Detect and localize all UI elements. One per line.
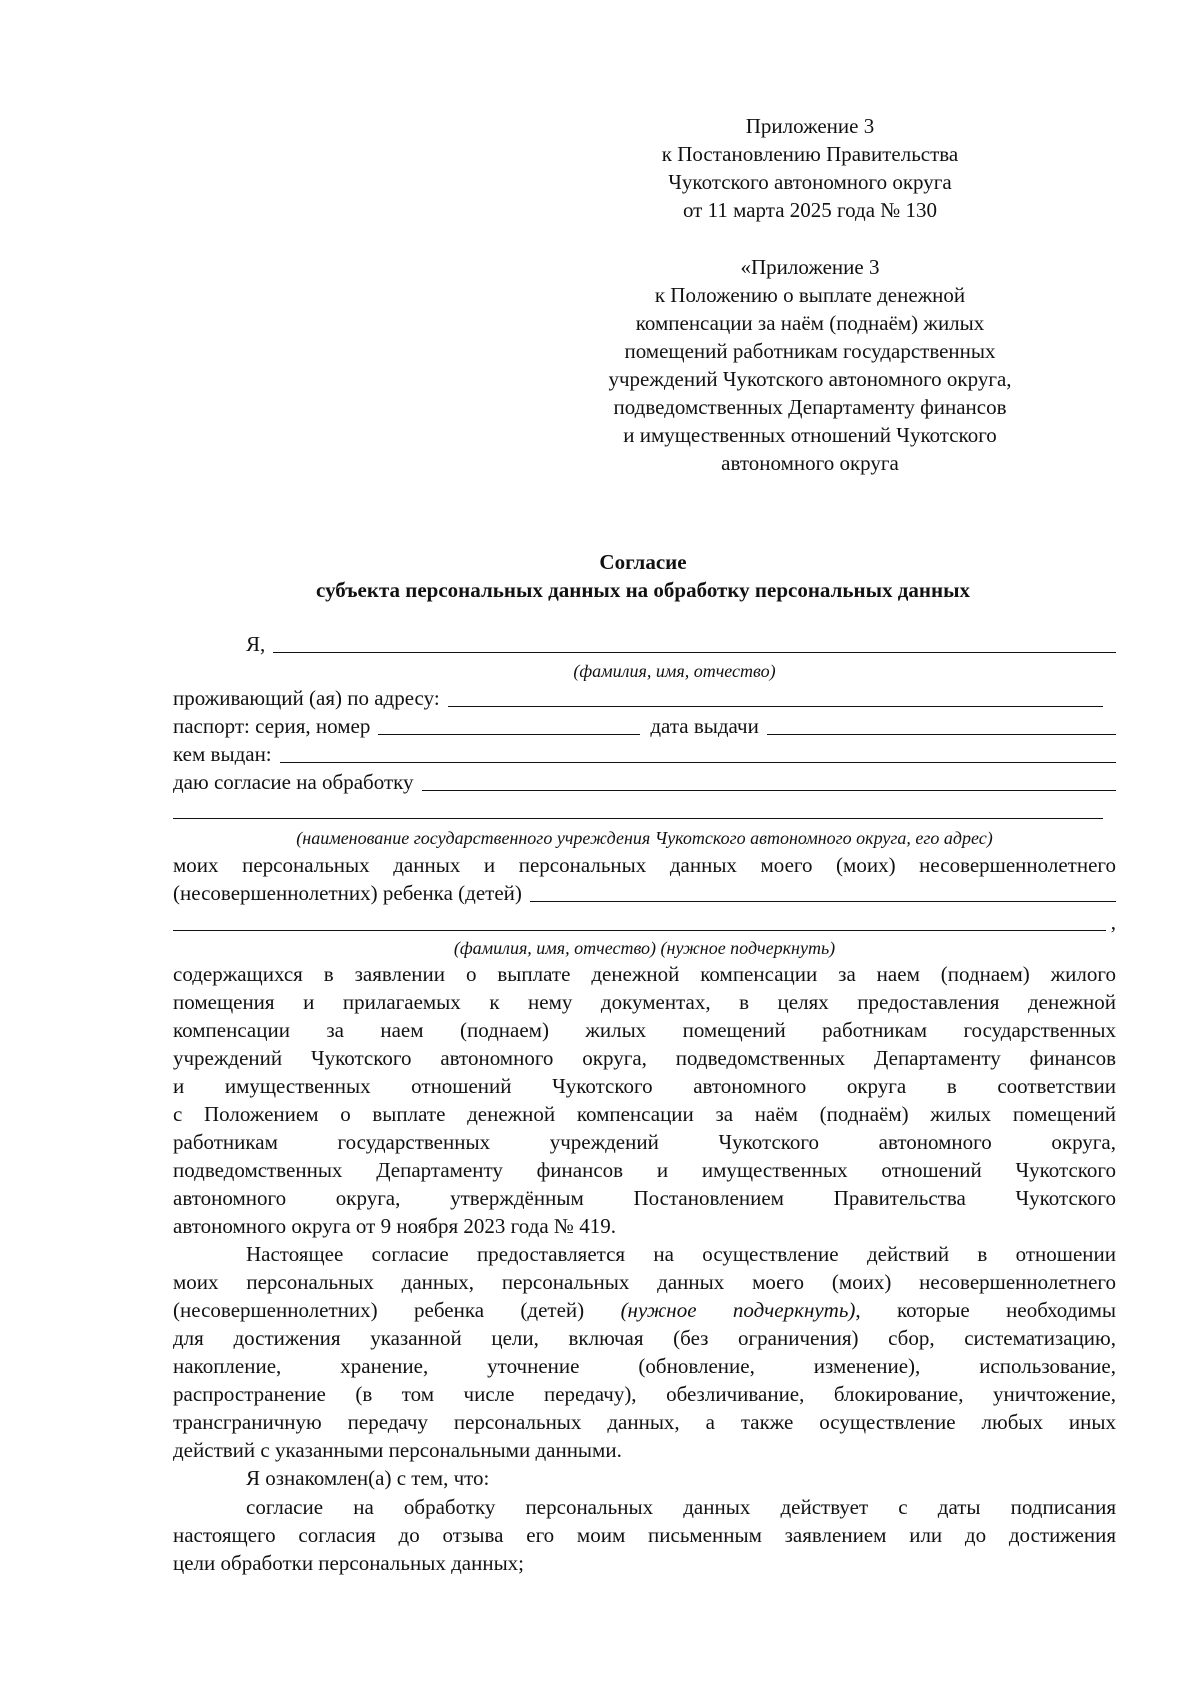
paragraph-2 <box>173 1240 1116 1464</box>
text-line: распространение (в том числе передачу), обезличивание, блокирование, уничтожение, <box>173 1382 1116 1406</box>
text-line: учреждений Чукотского автономного округа, подведомственных Департаменту финансов <box>173 1046 1116 1070</box>
text-line: компенсации за наем (поднаем) жилых помещений работникам государственных <box>173 1018 1116 1042</box>
i-label: Я, <box>246 632 266 656</box>
fio-field[interactable] <box>273 630 1116 653</box>
institution-field[interactable] <box>173 796 1103 819</box>
appendix-line: и имущественных отношений Чукотского <box>623 423 997 447</box>
appendix-line: компенсации за наём (поднаём) жилых <box>635 311 985 335</box>
text-line: настоящего согласия до отзыва его моим письменным заявлением или до достижения <box>173 1523 1116 1547</box>
my-data-line <box>173 851 1116 879</box>
text-line: работникам государственных учреждений Чукотского автономного округа, <box>173 1130 1116 1154</box>
trailing-comma: , <box>1110 910 1116 934</box>
text-line: содержащихся в заявлении о выплате денежной компенсации за наем (поднаем) жилого <box>173 962 1116 986</box>
child-field[interactable] <box>530 879 1116 902</box>
title-line-1: Согласие <box>599 550 687 574</box>
text-line: моих персональных данных, персональных данных моего (моих) несовершеннолетнего <box>173 1270 1116 1294</box>
fio-caption: (фамилия, имя, отчество) <box>573 661 776 681</box>
appendix-line: Приложение 3 <box>745 114 875 138</box>
consent-to-row <box>173 768 1116 796</box>
text-line: с Положением о выплате денежной компенсации за наём (поднаём) жилых помещений <box>173 1102 1116 1126</box>
text-segment: (несовершеннолетних) ребенка (детей) <box>173 1298 585 1322</box>
child-continuation-row <box>173 908 1116 936</box>
institution-row <box>173 796 1103 824</box>
child-row <box>173 879 1116 907</box>
text-segment: , которые необходимы <box>855 1298 1116 1322</box>
issued-by-label: кем выдан: <box>173 742 272 766</box>
text-line: трансграничную передачу персональных данных, а также осуществление любых иных <box>173 1410 1116 1434</box>
text-line: автономного округа от 9 ноября 2023 года № 419. <box>173 1214 616 1238</box>
institution-caption: (наименование государственного учреждения Чукотского автономного округа, его адрес) <box>296 828 993 848</box>
text-line: подведомственных Департаменту финансов и имущественных отношений Чукотского <box>173 1158 1116 1182</box>
appendix-line: Чукотского автономного округа <box>668 170 952 194</box>
text-line-with-italic <box>173 1296 1116 1324</box>
appendix-line: подведомственных Департаменту финансов <box>613 395 1007 419</box>
issued-by-field[interactable] <box>280 740 1116 763</box>
text-line: и имущественных отношений Чукотского автономного округа в соответствии <box>173 1074 1116 1098</box>
text-line: для достижения указанной цели, включая (без ограничения) сбор, систематизацию, <box>173 1326 1116 1350</box>
consent-to-label: даю согласие на обработку <box>173 770 414 794</box>
issue-date-label: дата выдачи <box>650 714 759 738</box>
appendix-line: «Приложение 3 <box>740 255 880 279</box>
issue-date-field[interactable] <box>767 712 1116 735</box>
child-label: (несовершеннолетних) ребенка (детей) <box>173 881 522 905</box>
appendix-line: учреждений Чукотского автономного округа, <box>608 367 1012 391</box>
paragraph-3 <box>173 1464 1116 1492</box>
appendix-line: автономного округа <box>721 451 899 475</box>
appendix-line: от 11 марта 2025 года № 130 <box>682 198 938 222</box>
appendix-line: к Положению о выплате денежной <box>654 283 966 307</box>
italic-note: (нужное подчеркнуть) <box>620 1298 856 1322</box>
text-line: согласие на обработку персональных данных действует с даты подписания <box>246 1495 1116 1519</box>
child-caption: (фамилия, имя, отчество) (нужное подчеркнуть) <box>453 938 836 958</box>
passport-label: паспорт: серия, номер <box>173 714 371 738</box>
text-line: моих персональных данных и персональных данных моего (моих) несовершеннолетнего <box>173 853 1116 877</box>
text-line: действий с указанными персональными данными. <box>173 1438 622 1462</box>
consent-to-field[interactable] <box>422 768 1116 791</box>
issued-by-row <box>173 740 1116 768</box>
text-line: Настоящее согласие предоставляется на осуществление действий в отношении <box>246 1242 1116 1266</box>
text-line: Я ознакомлен(а) с тем, что: <box>246 1466 490 1490</box>
text-line: помещения и прилагаемых к нему документах, в целях предоставления денежной <box>173 990 1116 1014</box>
paragraph-4 <box>173 1493 1116 1577</box>
appendix-line: к Постановлению Правительства <box>661 142 959 166</box>
address-field[interactable] <box>448 684 1103 707</box>
passport-number-field[interactable] <box>378 712 640 735</box>
title-line-2: субъекта персональных данных на обработку персональных данных <box>316 578 970 602</box>
passport-row <box>173 712 1116 740</box>
document-title <box>170 548 1116 604</box>
fio-row <box>173 630 1116 658</box>
address-label: проживающий (ая) по адресу: <box>173 686 440 710</box>
appendix-line: помещений работникам государственных <box>624 339 996 363</box>
address-row <box>173 684 1103 712</box>
text-line: накопление, хранение, уточнение (обновление, изменение), использование, <box>173 1354 1116 1378</box>
child-continuation-field[interactable] <box>173 930 1106 931</box>
regulation-appendix-header <box>600 253 1020 477</box>
paragraph-1 <box>173 960 1116 1240</box>
text-line: автономного округа, утверждённым Постановлением Правительства Чукотского <box>173 1186 1116 1210</box>
text-line: цели обработки персональных данных; <box>173 1551 525 1575</box>
appendix-header <box>600 112 1020 224</box>
